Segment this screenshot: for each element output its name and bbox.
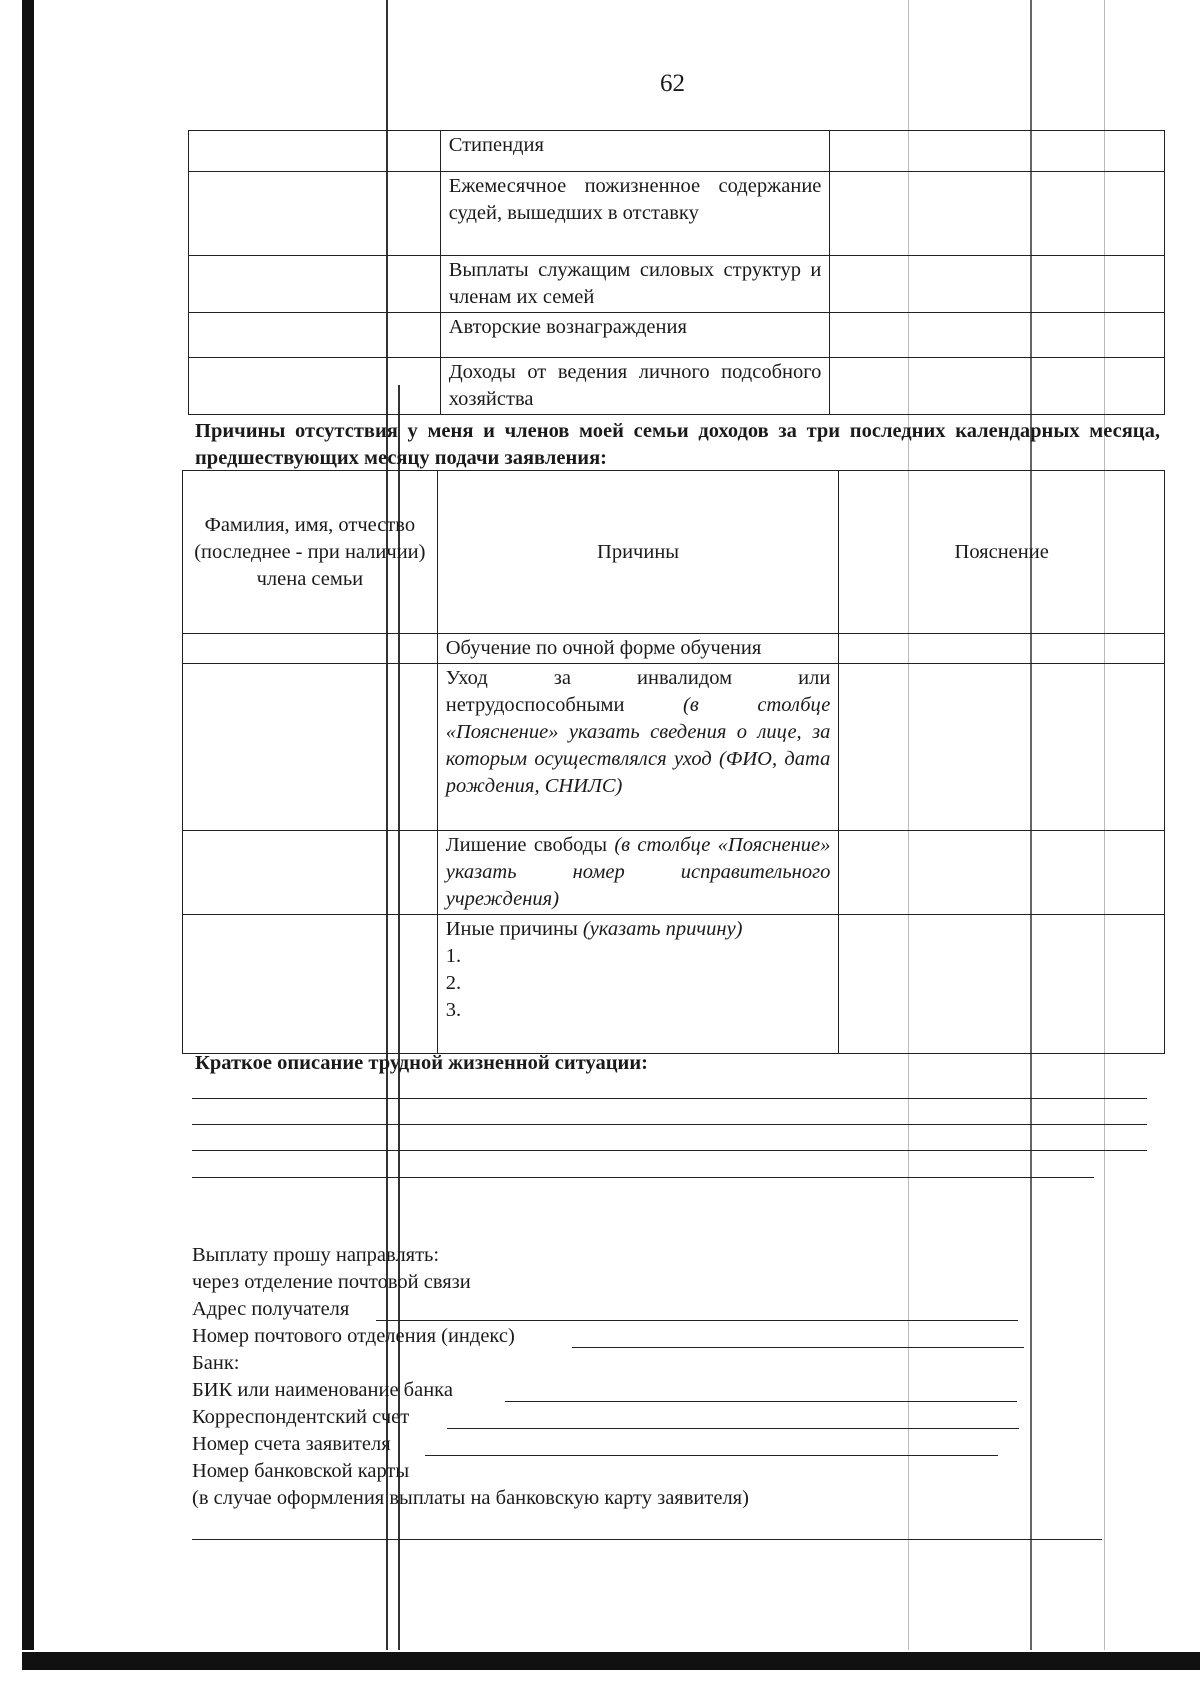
member-cell xyxy=(189,131,441,172)
explanation-cell xyxy=(839,915,1165,1054)
situation-line xyxy=(192,1177,1094,1178)
reason-cell xyxy=(437,664,839,831)
recipient-address-label: Адрес получателя xyxy=(192,1298,350,1320)
header-member: Фамилия, имя, отчество (последнее - при наличии) члена семьи xyxy=(183,471,438,634)
member-cell xyxy=(183,634,438,664)
amount-cell xyxy=(830,131,1165,172)
table-row xyxy=(189,256,1165,313)
card-note: (в случае оформления выплаты на банковскую карту заявителя) xyxy=(192,1487,749,1509)
member-cell xyxy=(189,358,441,415)
reasons-table xyxy=(182,470,1165,1054)
table-row xyxy=(183,634,1165,664)
table-row xyxy=(183,915,1165,1054)
income-table xyxy=(188,130,1165,415)
table-row xyxy=(183,831,1165,915)
post-index-label: Номер почтового отделения (индекс) xyxy=(192,1325,515,1347)
reason-main: Иные причины xyxy=(445,918,578,940)
bank-label: Банк: xyxy=(192,1352,240,1374)
income-type-cell: Стипендия xyxy=(440,131,830,172)
amount-cell xyxy=(830,313,1165,358)
reason-cell xyxy=(437,831,839,915)
table-row xyxy=(189,131,1165,172)
amount-cell xyxy=(830,358,1165,415)
member-cell xyxy=(189,313,441,358)
bik-field[interactable] xyxy=(505,1401,1017,1402)
scan-edge-left xyxy=(22,0,34,1650)
card-number-field[interactable] xyxy=(192,1539,1102,1540)
member-cell xyxy=(183,831,438,915)
explanation-cell xyxy=(839,634,1165,664)
member-cell xyxy=(183,664,438,831)
reason-note: (указать причину) xyxy=(582,918,743,940)
reason-cell xyxy=(437,915,839,1054)
member-cell xyxy=(189,256,441,313)
recipient-address-field[interactable] xyxy=(376,1320,1018,1321)
card-label: Номер банковской карты xyxy=(192,1460,410,1482)
corr-account-label: Корреспондентский счет xyxy=(192,1406,410,1428)
explanation-cell xyxy=(839,831,1165,915)
table-row xyxy=(189,172,1165,256)
bik-label: БИК или наименование банка xyxy=(192,1379,453,1401)
account-field[interactable] xyxy=(425,1455,998,1456)
reason-main: Лишение свободы xyxy=(445,834,608,856)
list-item: 1. xyxy=(445,945,462,967)
income-type-cell: Авторские вознаграждения xyxy=(440,313,830,358)
amount-cell xyxy=(830,256,1165,313)
table-header-row xyxy=(183,471,1165,634)
income-type-cell: Доходы от ведения личного подсобного хозяйства xyxy=(440,358,830,415)
account-label: Номер счета заявителя xyxy=(192,1433,391,1455)
table-row xyxy=(189,313,1165,358)
list-item: 2. xyxy=(445,972,462,994)
situation-heading: Краткое описание трудной жизненной ситуации: xyxy=(195,1052,649,1074)
post-index-field[interactable] xyxy=(572,1347,1024,1348)
header-explanation: Пояснение xyxy=(839,471,1165,634)
reason-note: (в столбце «Пояснение» указать номер исправительного учреждения) xyxy=(445,834,831,910)
corr-account-field[interactable] xyxy=(447,1428,1019,1429)
reason-line xyxy=(446,916,831,943)
explanation-cell xyxy=(839,664,1165,831)
table-row xyxy=(183,664,1165,831)
list-item: 3. xyxy=(445,999,462,1021)
situation-line xyxy=(192,1150,1147,1151)
page-number: 62 xyxy=(660,70,685,97)
member-cell xyxy=(183,915,438,1054)
reason-cell: Обучение по очной форме обучения xyxy=(437,634,839,664)
income-type-cell: Выплаты служащим силовых структур и членам их семей xyxy=(440,256,830,313)
payment-intro: Выплату прошу направлять: xyxy=(192,1244,440,1266)
situation-line xyxy=(192,1124,1147,1125)
income-type-cell: Ежемесячное пожизненное содержание судей, вышедших в отставку xyxy=(440,172,830,256)
scan-edge-bottom xyxy=(22,1652,1200,1670)
amount-cell xyxy=(830,172,1165,256)
payment-via-post: через отделение почтовой связи xyxy=(192,1271,471,1293)
header-reasons: Причины xyxy=(437,471,839,634)
situation-line xyxy=(192,1098,1147,1099)
member-cell xyxy=(189,172,441,256)
reason-main: Уход за инвалидом или нетрудоспособными xyxy=(445,667,831,716)
absence-heading: Причины отсутствия у меня и членов моей семьи доходов за три последних календарных месяца, предшествующих месяцу подачи заявления: xyxy=(195,420,1160,469)
reason-note: (в столбце «Пояснение» указать сведения о лице, за которым осуществлялся уход (ФИО, дата рождения, СНИЛС) xyxy=(445,694,831,797)
table-row xyxy=(189,358,1165,415)
